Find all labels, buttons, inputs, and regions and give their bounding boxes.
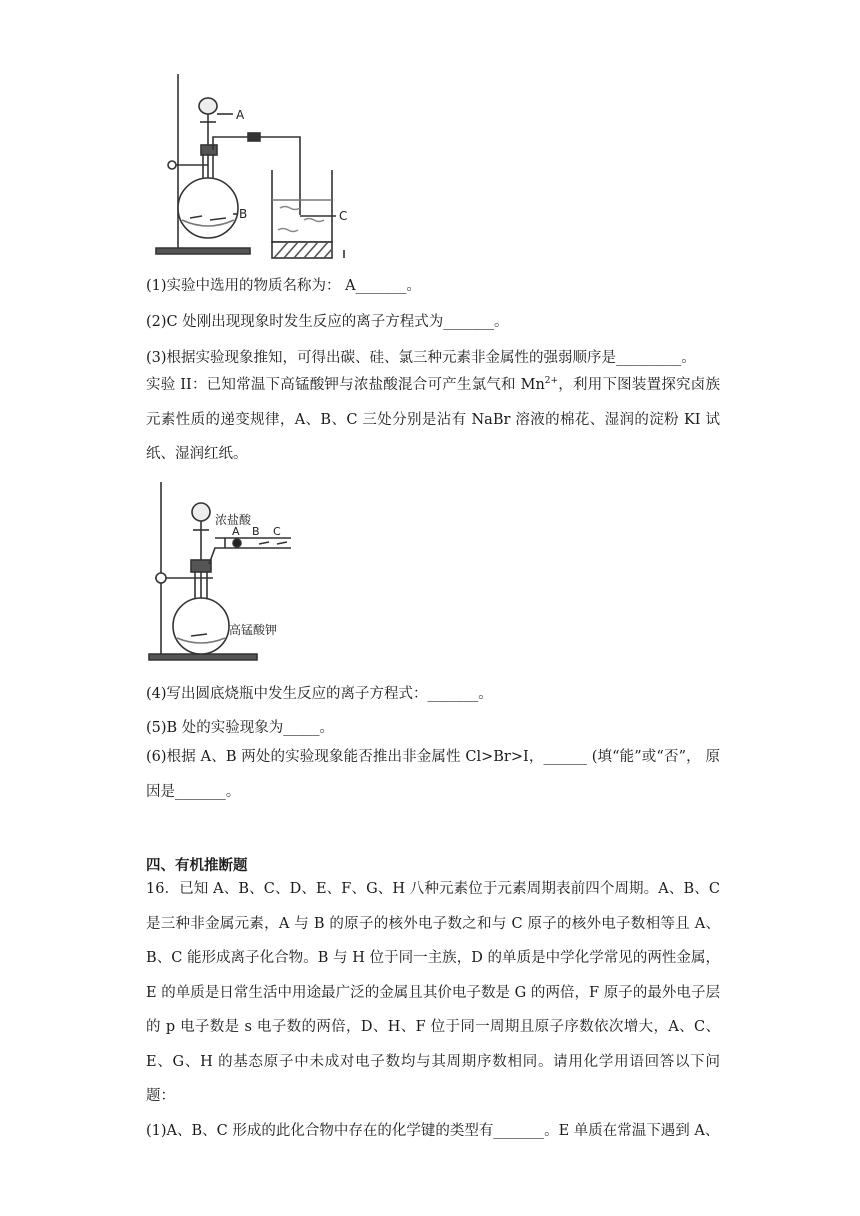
mn-charge-superscript: 2+ — [544, 376, 559, 387]
label-kmno4: 高锰酸钾 — [229, 623, 278, 637]
question-16-stem: 16．已知 A、B、C、D、E、F、G、H 八种元素位于元素周期表前四个周期。A、B、C 是三种非金属元素，A 与 B 的原子的核外电子数之和与 C 原子的核外电子数相等且 A、B、C 能形成离子化合物。B 与 H 位于同一主族，D 的单质是中学化学常见的两性金属，E 的单质是日常生活中用途最广泛的金属且其价电子数是 G 的两倍，F 原子的最外电子层的 p 电子数是 s 电子数的两倍，D、H、F 位于同一周期且原子序数依次增大，A、C、E、G、H 的基态原子中未成对电子数均与其周期序数相同。请用化学用语回答以下问题： — [146, 881, 720, 1104]
label-a: A — [232, 525, 240, 538]
question-6: (6)根据 A、B 两处的实验现象能否推出非金属性 Cl>Br>I，______ (填“能”或“否”， 原因是_______。 — [146, 749, 720, 800]
label-a: A — [236, 108, 245, 122]
question-16-part-1: (1)A、B、C 形成的此化合物中存在的化学键的类型有_______。E 单质在常温下遇到 A、 — [146, 1123, 720, 1139]
experiment-2-text-1: 实验 II：已知常温下高锰酸钾与浓盐酸混合可产生氯气和 Mn — [146, 377, 545, 393]
label-conc-hcl: 浓盐酸 — [215, 513, 252, 527]
question-4: (4)写出圆底烧瓶中发生反应的离子方程式：_______。 — [146, 686, 493, 702]
experiment-2-description — [146, 368, 720, 472]
label-c: C — [339, 209, 348, 223]
label-b: B — [239, 207, 248, 221]
question-5: (5)B 处的实验现象为_____。 — [146, 720, 335, 736]
experiment-2-text-2: ，利用下图装置探究卤族元素性质的递变规律，A、B、C 三处分别是沾有 NaBr 溶液的棉花、湿润的淀粉 KI 试纸、湿润红纸。 — [146, 377, 720, 462]
question-2: (2)C 处刚出现现象时发生反应的离子方程式为_______。 — [146, 314, 509, 330]
question-1: (1)实验中选用的物质名称为： A_______。 — [146, 278, 421, 294]
apparatus-figure-2 — [145, 478, 320, 663]
section-title: 四、有机推断题 — [146, 857, 248, 874]
apparatus-figure-1 — [150, 70, 360, 260]
question-3: (3)根据实验现象推知，可得出碳、硅、氯三种元素非金属性的强弱顺序是_________。 — [146, 350, 696, 366]
label-b: B — [252, 525, 260, 538]
label-c: C — [273, 525, 281, 538]
